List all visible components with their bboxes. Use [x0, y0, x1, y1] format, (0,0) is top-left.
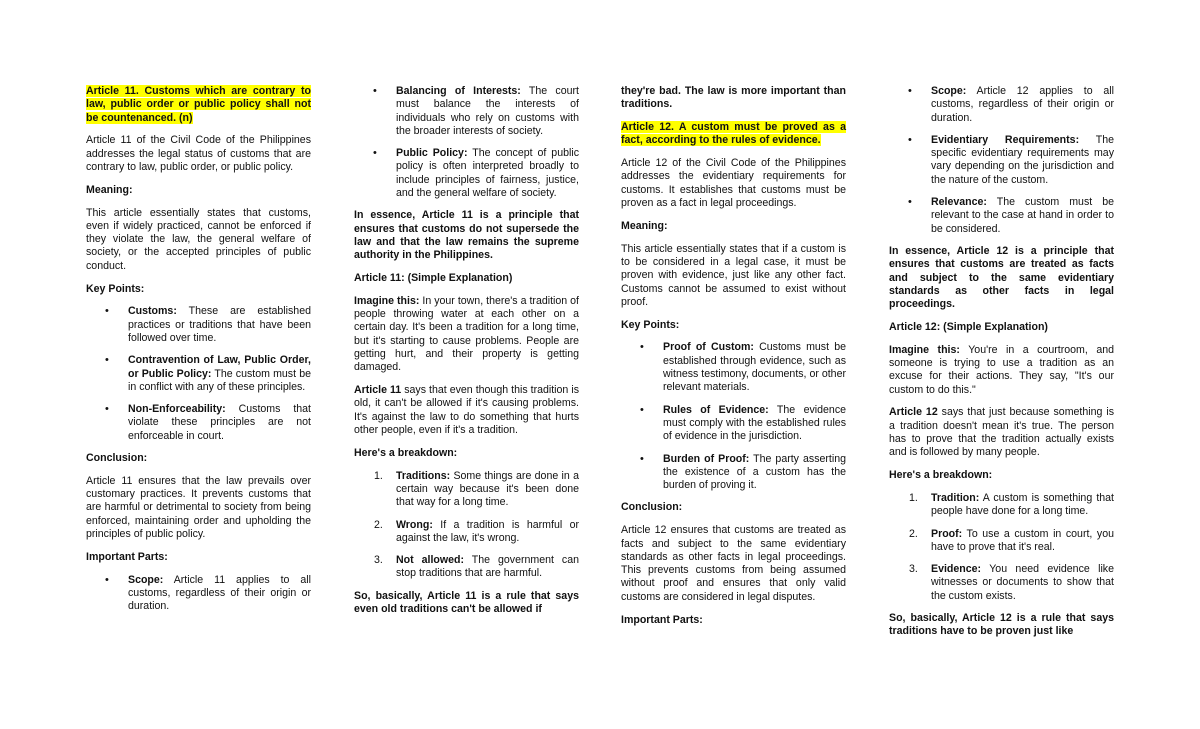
imagine-paragraph: Imagine this: In your town, there's a tradition of people throwing water at each other on a certain day. It's been a tradition for a long time, but it's starting to cause problems. People are getting hurt, and their property is getting damaged.: [354, 294, 579, 374]
conclusion-text: Article 11 ensures that the law prevails over customary practices. It prevents customs that are harmful or detrimental to society from being enforced, maintaining order and upholding the principles of public policy.: [86, 474, 311, 541]
list-item: • Burden of Proof: The party asserting the existence of a custom has the burden of proving it.: [640, 452, 846, 492]
key-points-label: Key Points:: [621, 318, 680, 331]
important-parts-list: [86, 574, 311, 614]
meaning-label: Meaning:: [621, 219, 668, 232]
list-item: • Scope: Article 11 applies to all customs, regardless of their origin or duration.: [105, 573, 311, 613]
conclusion-label: Conclusion:: [621, 501, 683, 514]
conclusion-text: Article 12 ensures that customs are treated as facts and subject to the same evidentiary standards as other facts in legal proceedings. This prevents customs from being assumed without proof and ensures that only valid customs are considered in legal disputes.: [621, 524, 846, 603]
basically-paragraph: So, basically, Article 12 is a rule that says traditions have to be proven just like: [889, 612, 1114, 638]
column-2: [354, 85, 579, 626]
basically-paragraph: So, basically, Article 11 is a rule that says even old traditions can't be allowed if: [354, 589, 579, 615]
breakdown-label: Here's a breakdown:: [889, 469, 993, 482]
important-parts-label: Important Parts:: [86, 550, 168, 563]
conclusion-label: Conclusion:: [86, 452, 148, 465]
list-item: • Scope: Article 12 applies to all customs, regardless of their origin or duration.: [908, 85, 1114, 124]
key-points-list: [621, 341, 846, 492]
bullet-icon: •: [105, 354, 109, 367]
column-4: [889, 85, 1114, 648]
bullet-icon: •: [105, 573, 109, 586]
simple-explanation-label: Article 12: (Simple Explanation): [889, 320, 1048, 333]
list-item: • Rules of Evidence: The evidence must comply with the established rules of evidence in the jurisdiction.: [640, 403, 847, 443]
column-3: [621, 85, 846, 636]
list-item: • Customs: These are established practices or traditions that have been followed over time.: [105, 305, 311, 344]
list-item: • Proof of Custom: Customs must be established through evidence, such as witness testimony, documents, or other relevant materials.: [640, 341, 846, 394]
article-says-paragraph: Article 11 says that even though this tradition is old, it can't be allowed if it's causing problems. It's against the law to do something that hurts other people, even if it's a tradition.: [354, 384, 579, 437]
column-1: [86, 85, 311, 623]
bullet-icon: •: [908, 85, 912, 97]
article-12-intro: Article 12 of the Civil Code of the Philippines addresses the evidentiary requirements for customs. It establishes that customs must be proven as a fact in legal proceedings.: [621, 157, 846, 210]
essence-paragraph: In essence, Article 12 is a principle that ensures that customs are treated as facts and subject to the same evidentiary standards as other facts in legal proceedings.: [889, 244, 1114, 311]
list-item: • Public Policy: The concept of public policy is often interpreted broadly to include principles of fairness, justice, and the general welfare of society.: [373, 147, 579, 200]
breakdown-list: [354, 470, 579, 581]
list-item: • Evidentiary Requirements: The specific evidentiary requirements may vary depending on the jurisdiction and the nature of the custom.: [908, 133, 1114, 186]
meaning-text: This article essentially states that customs, even if widely practiced, cannot be enforced if they violate the law, the general welfare of society, or the accepted principles of public conduct.: [86, 206, 311, 272]
list-item: 3. Evidence: You need evidence like witnesses or documents to show that the custom exists.: [909, 563, 1114, 602]
list-item: 1. Tradition: A custom is something that people have done for a long time.: [909, 491, 1114, 518]
key-points-label: Key Points:: [86, 282, 145, 295]
meaning-label: Meaning:: [86, 183, 133, 196]
important-parts-label: Important Parts:: [621, 613, 703, 626]
key-points-list: [86, 305, 311, 443]
bullet-icon: •: [105, 403, 109, 416]
bullet-icon: •: [105, 305, 109, 318]
bullet-icon: •: [908, 196, 912, 209]
imagine-paragraph: Imagine this: You're in a courtroom, and someone is trying to use a tradition as an excuse for their actions. They say, "It's our custom to do this.": [889, 343, 1114, 396]
simple-explanation-label: Article 11: (Simple Explanation): [354, 272, 513, 285]
bullet-icon: •: [640, 403, 644, 416]
article-12-heading: Article 12. A custom must be proved as a fact, according to the rules of evidence.: [621, 121, 846, 147]
list-item: 2. Wrong: If a tradition is harmful or against the law, it's wrong.: [374, 518, 579, 544]
continuation-paragraph: they're bad. The law is more important than traditions.: [621, 85, 846, 111]
list-item: 2. Proof: To use a custom in court, you have to prove that it's real.: [909, 527, 1114, 553]
article-says-paragraph: Article 12 says that just because something is a tradition doesn't mean it's true. The person has to prove that the tradition actually exists and is followed by many people.: [889, 406, 1114, 459]
breakdown-label: Here's a breakdown:: [354, 446, 458, 459]
list-item: • Non-Enforceability: Customs that violate these principles are not enforceable in court.: [105, 403, 311, 442]
bullet-icon: •: [640, 452, 644, 465]
list-item: • Relevance: The custom must be relevant to the case at hand in order to be considered.: [908, 196, 1114, 235]
bullet-icon: •: [373, 147, 377, 160]
list-item: 3. Not allowed: The government can stop traditions that are harmful.: [374, 554, 579, 580]
list-item: • Balancing of Interests: The court must balance the interests of individuals who rely on customs with the broader interests of society.: [373, 85, 579, 137]
essence-paragraph: In essence, Article 11 is a principle that ensures that customs do not supersede the law and that the law remains the supreme authority in the Philippines.: [354, 209, 579, 262]
important-parts-list: [889, 85, 1114, 236]
list-item: • Contravention of Law, Public Order, or Public Policy: The custom must be in conflict with any of these principles.: [105, 354, 311, 393]
bullet-icon: •: [373, 85, 377, 97]
article-11-intro: Article 11 of the Civil Code of the Philippines addresses the legal status of customs that are contrary to law, public order, or public policy.: [86, 134, 311, 173]
meaning-text: This article essentially states that if a custom is to be considered in a legal case, it must be proven with evidence, just like any other fact. Customs cannot be assumed to exist without proof.: [621, 242, 846, 308]
article-11-heading: Article 11. Customs which are contrary to law, public order or public policy shall not be countenanced. (n): [86, 85, 311, 124]
bullet-icon: •: [640, 341, 644, 354]
bullet-icon: •: [908, 133, 912, 146]
list-item: 1. Traditions: Some things are done in a certain way because it's been done that way for a long time.: [374, 469, 579, 509]
breakdown-list: [889, 492, 1114, 603]
important-parts-continued: [354, 85, 579, 200]
